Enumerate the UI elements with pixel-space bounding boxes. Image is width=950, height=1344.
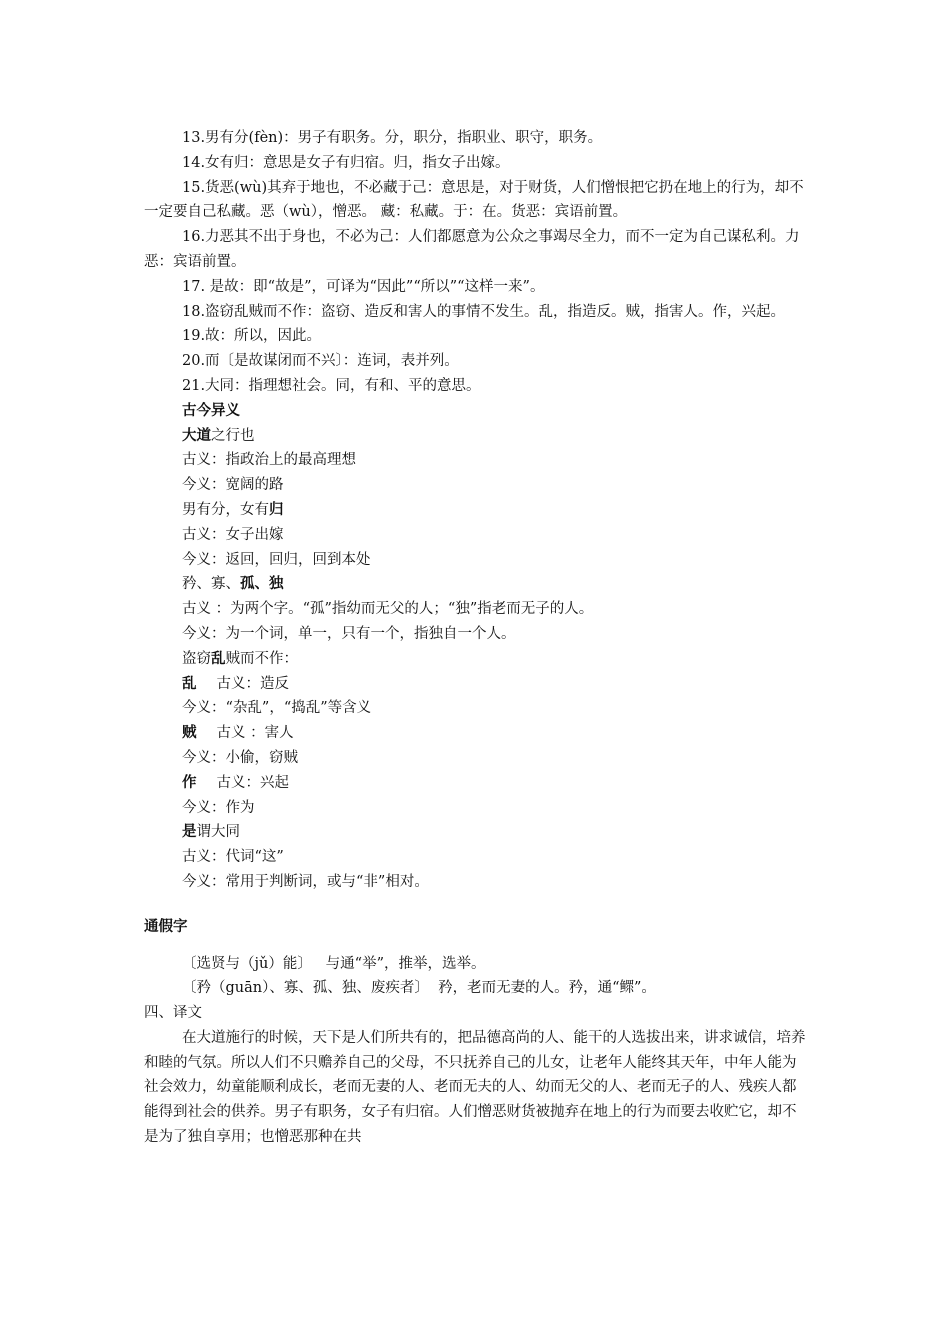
jin-meaning: 今义：常用于判断词，或与“非”相对。 bbox=[182, 873, 429, 890]
gu-meaning bbox=[144, 721, 807, 746]
gu-meaning: 古义 ：为两个字。“孤”指幼而无父的人；“独”指老而无子的人。 bbox=[182, 601, 594, 618]
tongjia-line-2: 〔矜（guān）、寡、孤、独、废疾者〕 矜，老而无妻的人。矜，通“鳏”。 bbox=[182, 980, 656, 997]
document-page bbox=[144, 126, 807, 1150]
note-20: 20.而〔是故谋闭而不兴〕：连词，表并列。 bbox=[182, 353, 459, 370]
note-19: 19.故：所以，因此。 bbox=[182, 328, 322, 345]
keyword: 乱 bbox=[211, 649, 226, 667]
gujin-example-3 bbox=[144, 572, 807, 597]
tongjia-section bbox=[144, 915, 807, 1001]
example-text: 谓大同 bbox=[196, 824, 240, 841]
note-17: 17. 是故：即“故是”，可译为“因此”“所以”“这样一来”。 bbox=[182, 278, 545, 295]
tongjia-line-1: 〔选贤与（jǔ）能〕 与通“举”，推举，选举。 bbox=[182, 955, 486, 972]
jin-meaning: 今义：返回，回归，回到本处 bbox=[182, 551, 371, 568]
gu-meaning: 古义：代词“这” bbox=[182, 849, 284, 866]
jin-meaning: 今义：为一个词，单一，只有一个，指独自一个人。 bbox=[182, 625, 516, 642]
keyword: 是 bbox=[182, 823, 197, 841]
example-text: 盗窃 bbox=[182, 650, 211, 667]
note-18: 18.盗窃乱贼而不作：盗窃、造反和害人的事情不发生。乱，指造反。贼，指害人。作，兴起。 bbox=[182, 303, 786, 320]
yiwen-section bbox=[144, 1001, 807, 1150]
gu-text: 古义：造反 bbox=[216, 675, 289, 692]
yiwen-body: 在大道施行的时候，天下是人们所共有的，把品德高尚的人、能干的人选拔出来，讲求诚信，培养和睦的气氛。所以人们不只赡养自己的父母，不只抚养自己的儿女，让老年人能终其天年，中年人能为社会效力，幼童能顺利成长，老而无妻的人、老而无夫的人、幼而无父的人、老而无子的人、残疾人都能得到社会的供养。男子有职务，女子有归宿。人们憎恶财货被抛弃在地上的行为而要去收贮它，却不是为了独自享用；也憎恶那种在共 bbox=[144, 1029, 806, 1146]
gujin-example-2 bbox=[144, 498, 807, 523]
jin-meaning: 今义：宽阔的路 bbox=[182, 477, 284, 494]
gujin-example-5 bbox=[144, 820, 807, 845]
example-text: 之行也 bbox=[211, 427, 255, 444]
keyword: 孤、独 bbox=[240, 575, 284, 593]
note-21: 21.大同：指理想社会。同，有和、平的意思。 bbox=[182, 377, 481, 394]
note-13: 13.男有分(fèn)：男子有职务。分，职分，指职业、职守，职务。 bbox=[182, 130, 603, 146]
gu-meaning: 古义：指政治上的最高理想 bbox=[182, 452, 356, 469]
gujin-section bbox=[144, 399, 807, 895]
example-text: 矜、寡、 bbox=[182, 576, 240, 593]
gu-text: 古义：兴起 bbox=[216, 774, 289, 791]
jin-meaning: 今义：小偷，窃贼 bbox=[182, 749, 298, 766]
gujin-example-4 bbox=[144, 647, 807, 672]
note-16: 16.力恶其不出于身也，不必为己：人们都愿意为公众之事竭尽全力，而不一定为自己谋私利。力恶：宾语前置。 bbox=[144, 229, 800, 270]
gu-meaning: 古义：女子出嫁 bbox=[182, 526, 284, 543]
keyword: 归 bbox=[269, 500, 284, 518]
jin-meaning: 今义：“杂乱”，“捣乱”等含义 bbox=[182, 700, 372, 717]
keyword: 大道 bbox=[182, 426, 211, 444]
gu-text: 古义 ：害人 bbox=[216, 725, 294, 742]
gu-meaning bbox=[144, 672, 807, 697]
yiwen-heading: 四、译文 bbox=[144, 1005, 202, 1022]
keyword: 作 bbox=[182, 773, 197, 791]
example-text: 贼而不作： bbox=[225, 650, 298, 667]
gu-meaning bbox=[144, 771, 807, 796]
note-14: 14.女有归：意思是女子有归宿。归，指女子出嫁。 bbox=[182, 154, 510, 171]
jin-meaning: 今义：作为 bbox=[182, 799, 255, 816]
example-text: 男有分，女有 bbox=[182, 501, 269, 518]
gujin-example-1 bbox=[144, 424, 807, 449]
tongjia-heading: 通假字 bbox=[144, 918, 188, 935]
note-15: 15.货恶(wù)其弃于地也，不必藏于己：意思是，对于财货，人们憎恨把它扔在地上的行为，却不一定要自己私藏。恶（wù），憎恶。 藏：私藏。于：在。货恶：宾语前置。 bbox=[144, 179, 804, 221]
gujin-heading: 古今异义 bbox=[182, 401, 240, 419]
keyword: 乱 bbox=[182, 674, 197, 692]
keyword: 贼 bbox=[182, 724, 197, 742]
